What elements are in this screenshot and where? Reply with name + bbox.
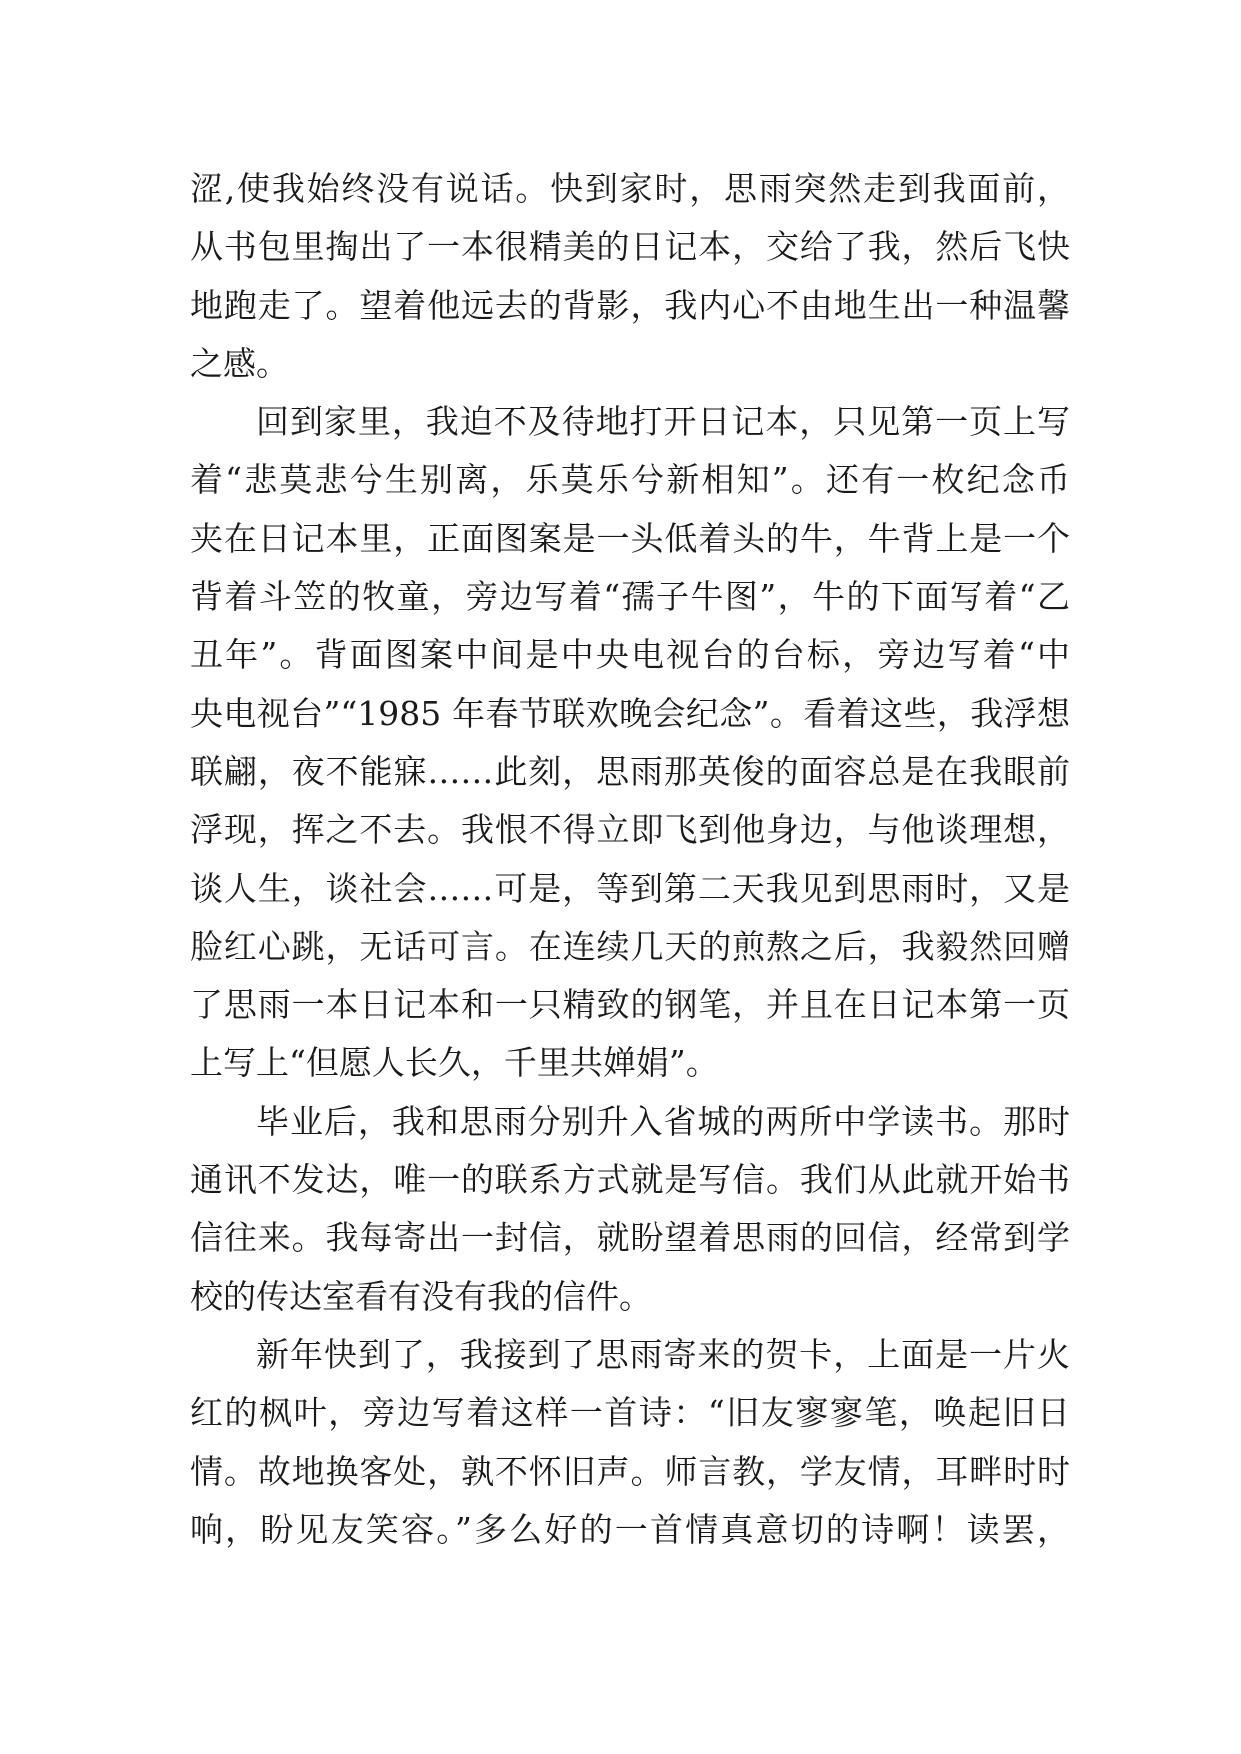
text-line: 着“悲莫悲兮生别离，乐莫乐兮新相知”。还有一枚纪念币: [190, 460, 1070, 500]
paragraph-first-line: 回到家里，我迫不及待地打开日记本，只见第一页上写: [256, 402, 1070, 442]
text-line: 校的传达室看有没有我的信件。: [190, 1276, 652, 1316]
text-line: 背着斗笠的牧童，旁边写着“孺子牛图”，牛的下面写着“乙: [190, 577, 1070, 617]
text-line: 从书包里掏出了一本很精美的日记本，交给了我，然后飞快: [190, 227, 1070, 267]
text-line: 浮现，挥之不去。我恨不得立即飞到他身边，与他谈理想，: [190, 810, 1070, 850]
document-body: [190, 160, 1070, 1559]
paragraph-first-line: 新年快到了，我接到了思雨寄来的贺卡，上面是一片火: [256, 1334, 1070, 1374]
text-line: 了思雨一本日记本和一只精致的钢笔，并且在日记本第一页: [190, 985, 1070, 1025]
text-line: 响，盼见友笑容。”多么好的一首情真意切的诗啊！读罢，: [190, 1509, 1070, 1549]
text-line: 地跑走了。望着他远去的背影，我内心不由地生出一种温馨: [190, 285, 1070, 325]
text-line: 脸红心跳，无话可言。在连续几天的煎熬之后，我毅然回赠: [190, 926, 1070, 966]
text-line: 情。故地换客处，孰不怀旧声。师言教，学友情，耳畔时时: [190, 1451, 1070, 1491]
text-line: 红的枫叶，旁边写着这样一首诗：“旧友寥寥笔，唤起旧日: [190, 1393, 1070, 1433]
text-line: 之感。: [190, 343, 289, 383]
text-line: 通讯不发达，唯一的联系方式就是写信。我们从此就开始书: [190, 1160, 1070, 1200]
text-line: 联翩，夜不能寐……此刻，思雨那英俊的面容总是在我眼前: [190, 751, 1070, 791]
text-line: 夹在日记本里，正面图案是一头低着头的牛，牛背上是一个: [190, 518, 1070, 558]
text-line: 信往来。我每寄出一封信，就盼望着思雨的回信，经常到学: [190, 1218, 1070, 1258]
text-line: 上写上“但愿人长久，千里共婵娟”。: [190, 1043, 719, 1083]
text-line: 谈人生，谈社会……可是，等到第二天我见到思雨时，又是: [190, 868, 1070, 908]
text-line: 央电视台”“1985 年春节联欢晚会纪念”。看着这些，我浮想: [190, 693, 1070, 733]
paragraph-first-line: 毕业后，我和思雨分别升入省城的两所中学读书。那时: [256, 1101, 1070, 1141]
text-line: 涩,使我始终没有说话。快到家时，思雨突然走到我面前，: [190, 169, 1070, 208]
text-line: 丑年”。背面图案中间是中央电视台的台标，旁边写着“中: [190, 635, 1070, 675]
